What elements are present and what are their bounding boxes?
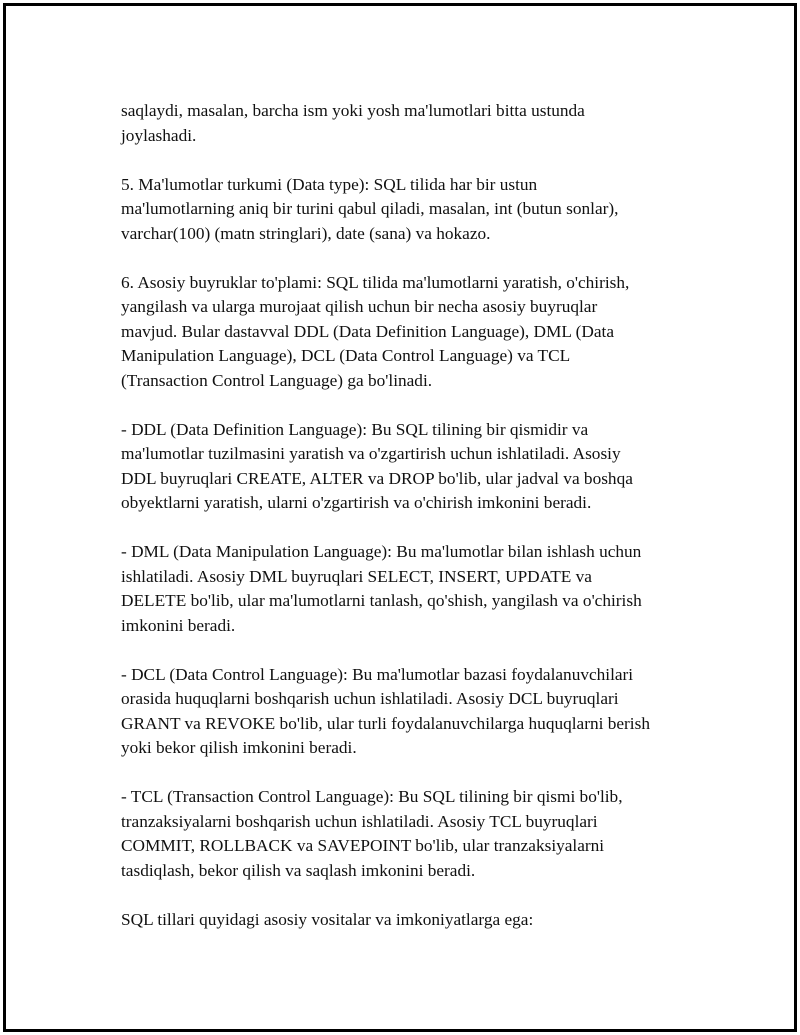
text-line: saqlaydi, masalan, barcha ism yoki yosh ma'lumotlari bitta ustunda [121,101,585,120]
paragraph-command-sets [121,271,701,394]
text-line: DELETE bo'lib, ular ma'lumotlarni tanlash, qo'shish, yangilash va o'chirish [121,591,642,610]
paragraph-dcl [121,663,701,761]
text-line: tranzaksiyalarni boshqarish uchun ishlatiladi. Asosiy TCL buyruqlari [121,811,598,831]
text-line: 5. Ma'lumotlar turkumi (Data type): SQL tilida har bir ustun [121,174,538,194]
paragraph-tcl [121,785,701,883]
text-line: GRANT va REVOKE bo'lib, ular turli foydalanuvchilarga huquqlarni berish [121,713,650,733]
text-line: - DML (Data Manipulation Language): Bu ma'lumotlar bilan ishlash uchun [121,542,642,561]
text-line: yangilash va ularga murojaat qilish uchun bir necha asosiy buyruqlar [121,297,598,316]
text-line: tasdiqlash, bekor qilish va saqlash imkonini beradi. [121,860,476,880]
paragraph-continuation [121,99,701,148]
text-line: DDL buyruqlari CREATE, ALTER va DROP bo'lib, ular jadval va boshqa [121,468,633,488]
paragraph-data-type [121,173,701,247]
paragraph-ddl [121,418,701,516]
text-line: orasida huquqlarni boshqarish uchun ishlatiladi. Asosiy DCL buyruqlari [121,689,619,708]
text-line: (Transaction Control Language) ga bo'linadi. [121,370,433,390]
text-line: COMMIT, ROLLBACK va SAVEPOINT bo'lib, ular tranzaksiyalarni [121,836,605,855]
text-line: ishlatiladi. Asosiy DML buyruqlari SELECT, INSERT, UPDATE va [121,566,592,586]
text-line: Manipulation Language), DCL (Data Control Language) va TCL [121,346,571,365]
paragraph-dml [121,540,701,638]
text-line: - TCL (Transaction Control Language): Bu SQL tilining bir qismi bo'lib, [121,787,623,806]
document-page [3,3,797,1032]
text-line: ma'lumotlar tuzilmasini yaratish va o'zgartirish uchun ishlatiladi. Asosiy [121,444,621,463]
paragraph-tools-intro [121,908,701,933]
text-line: SQL tillari quyidagi asosiy vositalar va imkoniyatlarga ega: [121,909,534,929]
text-line: imkonini beradi. [121,615,236,635]
text-line: - DCL (Data Control Language): Bu ma'lumotlar bazasi foydalanuvchilari [121,664,634,684]
text-line: joylashadi. [121,125,197,145]
text-line: mavjud. Bular dastavval DDL (Data Definition Language), DML (Data [121,321,614,341]
text-line: varchar(100) (matn stringlari), date (sana) va hokazo. [121,223,491,243]
document-body [121,99,701,957]
text-line: yoki bekor qilish imkonini beradi. [121,738,357,757]
text-line: - DDL (Data Definition Language): Bu SQL tilining bir qismidir va [121,419,589,439]
text-line: obyektlarni yaratish, ularni o'zgartirish va o'chirish imkonini beradi. [121,493,592,512]
text-line: ma'lumotlarning aniq bir turini qabul qiladi, masalan, int (butun sonlar), [121,199,619,218]
text-line: 6. Asosiy buyruklar to'plami: SQL tilida ma'lumotlarni yaratish, o'chirish, [121,272,630,292]
